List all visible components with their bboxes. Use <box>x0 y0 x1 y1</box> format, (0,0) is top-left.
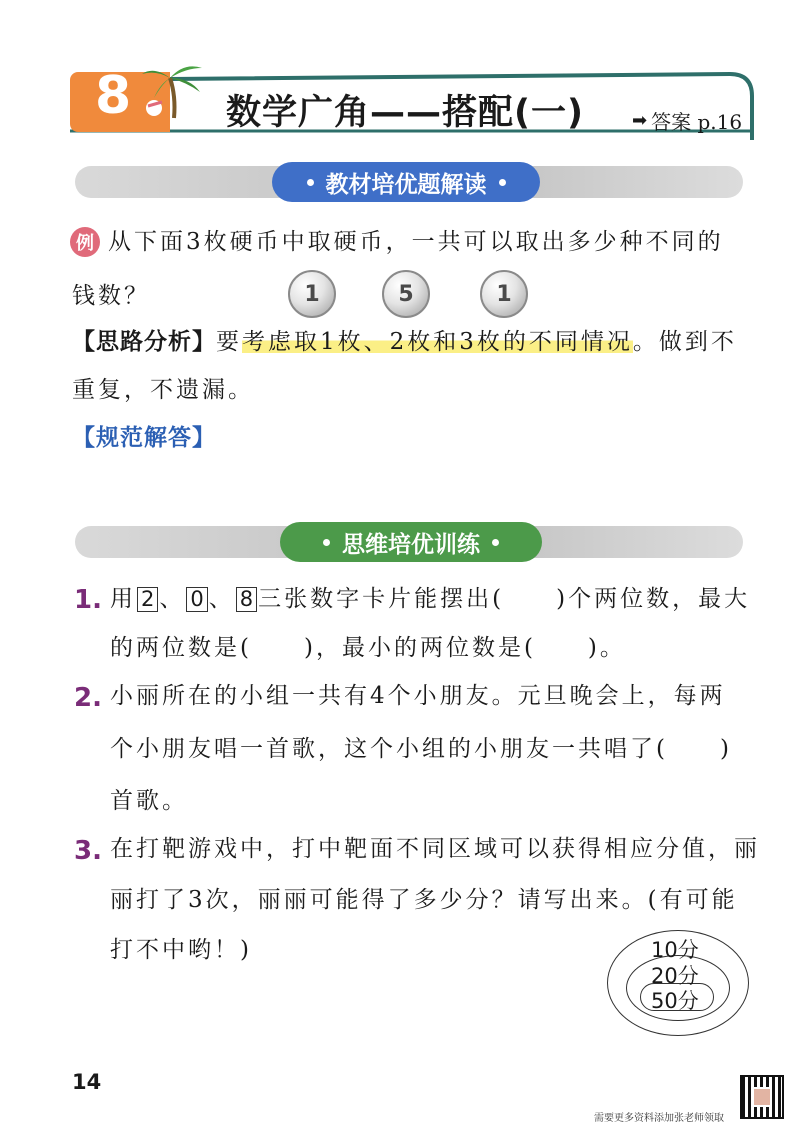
question-2-line1: 小丽所在的小组一共有4个小朋友。元旦晚会上，每两 <box>110 683 726 709</box>
footer-note: 需要更多资料添加张老师领取 <box>594 1113 724 1124</box>
page-number: 14 <box>72 1070 102 1094</box>
example-question-line2: 钱数？ <box>72 283 150 309</box>
chapter-header <box>0 0 800 150</box>
coin-1-jiao <box>480 270 528 318</box>
answer-reference-text: 答案 p.16 <box>651 110 743 134</box>
analysis-line2: 重复，不遗漏。 <box>72 377 254 403</box>
section-banner-label: 思维培优训练 <box>342 531 480 558</box>
section-banner-training <box>280 522 542 562</box>
q1-text-post: 三张数字卡片能摆出( )个两位数，最大 <box>258 586 751 612</box>
question-1-line2: 的两位数是( )，最小的两位数是( )。 <box>110 635 626 661</box>
coin-1-yuan <box>288 270 336 318</box>
question-number-3: 3. <box>74 836 102 866</box>
coin-5-jiao <box>382 270 430 318</box>
question-number-2: 2. <box>74 683 102 713</box>
question-1-line1 <box>110 587 750 612</box>
analysis-text-post: 。做到不 <box>632 329 737 355</box>
question-2-line2: 个小朋友唱一首歌，这个小组的小朋友一共唱了( ) <box>110 736 732 762</box>
section-banner-label: 教材培优题解读 <box>325 171 487 198</box>
analysis-line1 <box>72 331 737 354</box>
target-label-20: 20分 <box>651 964 699 988</box>
example-question-line1: 从下面3枚硬币中取硬币，一共可以取出多少种不同的 <box>108 229 724 255</box>
page-title: 数学广角——搭配(一) <box>226 93 584 133</box>
q1-text-pre: 用 <box>110 586 136 612</box>
question-3-line1: 在打靶游戏中，打中靶面不同区域可以获得相应分值，丽 <box>110 836 760 862</box>
section-banner-textbook <box>272 162 540 202</box>
q1-separator: 、 <box>159 586 186 612</box>
target-label-10: 10分 <box>651 938 699 962</box>
analysis-highlight: 考虑取1枚、2枚和3枚的不同情况 <box>242 329 633 355</box>
dot-icon <box>307 179 314 186</box>
q1-separator: 、 <box>208 586 235 612</box>
analysis-label: 【思路分析】 <box>72 329 216 355</box>
coin-value: 1 <box>304 281 320 307</box>
dot-icon <box>323 539 330 546</box>
answer-label: 【规范解答】 <box>72 425 216 451</box>
dot-icon <box>492 539 499 546</box>
example-badge: 例 <box>70 227 100 257</box>
coin-value: 1 <box>496 281 512 307</box>
question-number-1: 1. <box>74 585 102 615</box>
arrow-right-icon: ➡ <box>632 110 648 131</box>
analysis-text-pre: 要 <box>216 329 242 355</box>
question-3-line3: 打不中哟！) <box>110 937 252 963</box>
question-3-line2: 丽打了3次，丽丽可能得了多少分？请写出来。(有可能 <box>110 887 738 913</box>
question-2-line3: 首歌。 <box>110 788 188 814</box>
digit-card-2: 2 <box>137 587 158 612</box>
palm-tree-icon <box>140 56 210 126</box>
chapter-number: 8 <box>95 66 132 126</box>
digit-card-8: 8 <box>236 587 257 612</box>
target-label-50: 50分 <box>651 989 699 1013</box>
dot-icon <box>499 179 506 186</box>
digit-card-0: 0 <box>186 587 207 612</box>
coin-value: 5 <box>398 281 414 307</box>
answer-reference <box>632 106 742 135</box>
qr-avatar <box>752 1087 772 1107</box>
